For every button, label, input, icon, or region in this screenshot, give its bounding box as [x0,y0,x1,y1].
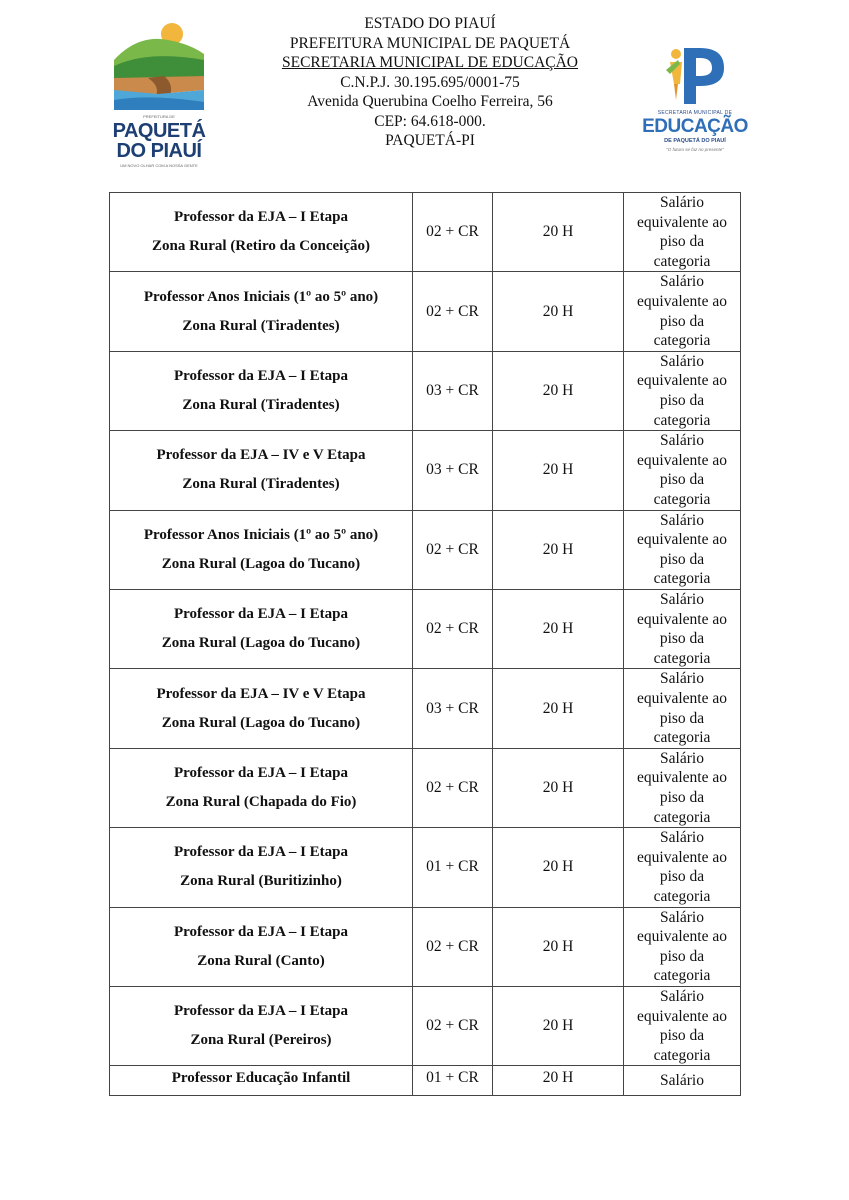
header-state: ESTADO DO PIAUÍ [364,15,496,32]
workload-cell: 20 H [493,1066,624,1096]
position-title: Professor Educação Infantil [171,1070,351,1087]
table-row [110,986,741,1065]
table-row [110,589,741,668]
prefeitura-paqueta-logo [108,20,210,170]
salary-text: Salário equivalente ao piso da categoria [637,590,727,667]
workload-cell: 20 H [493,748,624,827]
table-row [110,669,741,748]
workload-cell: 20 H [493,828,624,907]
header-text-block [250,14,610,151]
salary-cell [624,828,741,907]
workload-cell: 20 H [493,589,624,668]
position-title: Professor Anos Iniciais (1º ao 5º ano) [143,526,379,543]
position-cell [110,193,413,272]
workload-cell: 20 H [493,193,624,272]
salary-text: Salário equivalente ao piso da categoria [637,749,727,826]
table-row [110,748,741,827]
position-location: Zona Rural (Pereiros) [190,1032,332,1049]
position-cell [110,589,413,668]
vacancies-cell: 03 + CR [413,351,493,430]
table-row [110,272,741,351]
salary-text: Salário equivalente ao piso da categoria [637,908,727,985]
vacancies-cell: 03 + CR [413,431,493,510]
position-location: Zona Rural (Lagoa do Tucano) [161,555,361,572]
salary-text: Salário equivalente ao piso da categoria [637,829,727,905]
position-location: Zona Rural (Tiradentes) [182,396,340,413]
header-cnpj: C.N.P.J. 30.195.695/0001-75 [340,73,520,91]
vacancies-table [109,192,741,1096]
header-cep: CEP: 64.618-000. [374,112,486,130]
salary-text: Salário equivalente ao piso da categoria [637,352,727,429]
logo-prefix: PREFEITURA DE [143,114,175,119]
salary-cell [624,272,741,351]
position-cell [110,748,413,827]
header-prefeitura: PREFEITURA MUNICIPAL DE PAQUETÁ [289,34,571,52]
edu-logo-line1: SECRETARIA MUNICIPAL DE [657,110,733,116]
position-location: Zona Rural (Chapada do Fio) [165,793,357,810]
vacancies-cell: 02 + CR [413,907,493,986]
salary-text: Salário equivalente ao piso da categoria [637,273,727,350]
salary-cell [624,510,741,589]
position-location: Zona Rural (Lagoa do Tucano) [161,635,361,652]
edu-logo-line3: DE PAQUETÁ DO PIAUÍ [664,138,726,144]
table-row [110,510,741,589]
education-p-emblem-icon [640,40,750,108]
position-cell [110,351,413,430]
workload-cell: 20 H [493,510,624,589]
salary-cell [624,907,741,986]
table-row [110,907,741,986]
vacancies-cell: 01 + CR [413,828,493,907]
edu-logo-tagline: "O futuro se faz no presente" [666,147,724,152]
salary-text: Salário equivalente ao piso da categoria [637,987,727,1064]
workload-cell: 20 H [493,986,624,1065]
position-cell [110,1066,413,1096]
workload-cell: 20 H [493,907,624,986]
vacancies-cell: 02 + CR [413,589,493,668]
salary-cell [624,1066,741,1096]
position-cell [110,828,413,907]
salary-text: Salário [660,1072,704,1089]
salary-text: Salário equivalente ao piso da categoria [637,670,727,747]
logo-brand-bottom: DO PIAUÍ [116,140,202,162]
logo-slogan: UM NOVO OLHAR COM A NOSSA GENTE [120,163,198,168]
vacancies-cell: 02 + CR [413,272,493,351]
workload-cell: 20 H [493,669,624,748]
position-title: Professor da EJA – I Etapa [173,606,349,623]
vacancies-cell: 02 + CR [413,193,493,272]
position-title: Professor da EJA – I Etapa [173,209,349,226]
position-title: Professor da EJA – I Etapa [173,844,349,861]
position-title: Professor da EJA – IV e V Etapa [156,685,366,702]
position-location: Zona Rural (Tiradentes) [182,317,340,334]
position-title: Professor da EJA – IV e V Etapa [156,447,366,464]
document-header [0,0,849,180]
landscape-emblem-icon [108,20,210,120]
vacancies-cell: 02 + CR [413,510,493,589]
position-cell [110,907,413,986]
position-cell [110,431,413,510]
position-location: Zona Rural (Lagoa do Tucano) [161,714,361,731]
salary-cell [624,193,741,272]
vacancies-cell: 03 + CR [413,669,493,748]
logo-brand-top: PAQUETÁ [112,120,206,142]
workload-cell: 20 H [493,272,624,351]
position-title: Professor da EJA – I Etapa [173,1003,349,1020]
edu-logo-line2: EDUCAÇÃO [642,116,748,137]
vacancies-cell: 02 + CR [413,986,493,1065]
position-location: Zona Rural (Buritizinho) [180,873,342,890]
table-row [110,828,741,907]
salary-cell [624,748,741,827]
salary-text: Salário equivalente ao piso da categoria [637,511,727,588]
salary-cell [624,431,741,510]
vacancies-cell: 02 + CR [413,748,493,827]
header-secretaria: SECRETARIA MUNICIPAL DE EDUCAÇÃO [281,54,578,71]
workload-cell: 20 H [493,431,624,510]
position-cell [110,272,413,351]
table-row [110,431,741,510]
position-title: Professor da EJA – I Etapa [173,367,349,384]
table-row [110,193,741,272]
salary-cell [624,669,741,748]
header-city: PAQUETÁ-PI [385,132,475,149]
table-row [110,1066,741,1096]
salary-cell [624,351,741,430]
position-location: Zona Rural (Canto) [197,952,325,969]
secretaria-educacao-logo [640,40,750,170]
header-address: Avenida Querubina Coelho Ferreira, 56 [307,93,553,110]
position-cell [110,510,413,589]
salary-text: Salário equivalente ao piso da categoria [637,194,727,270]
workload-cell: 20 H [493,351,624,430]
salary-cell [624,589,741,668]
table-row [110,351,741,430]
position-cell [110,986,413,1065]
position-cell [110,669,413,748]
position-title: Professor da EJA – I Etapa [173,923,349,940]
position-location: Zona Rural (Retiro da Conceição) [151,238,371,255]
position-title: Professor Anos Iniciais (1º ao 5º ano) [143,288,379,305]
salary-text: Salário equivalente ao piso da categoria [637,432,727,508]
vacancies-cell: 01 + CR [413,1066,493,1096]
position-title: Professor da EJA – I Etapa [173,764,349,781]
position-location: Zona Rural (Tiradentes) [182,476,340,493]
salary-cell [624,986,741,1065]
